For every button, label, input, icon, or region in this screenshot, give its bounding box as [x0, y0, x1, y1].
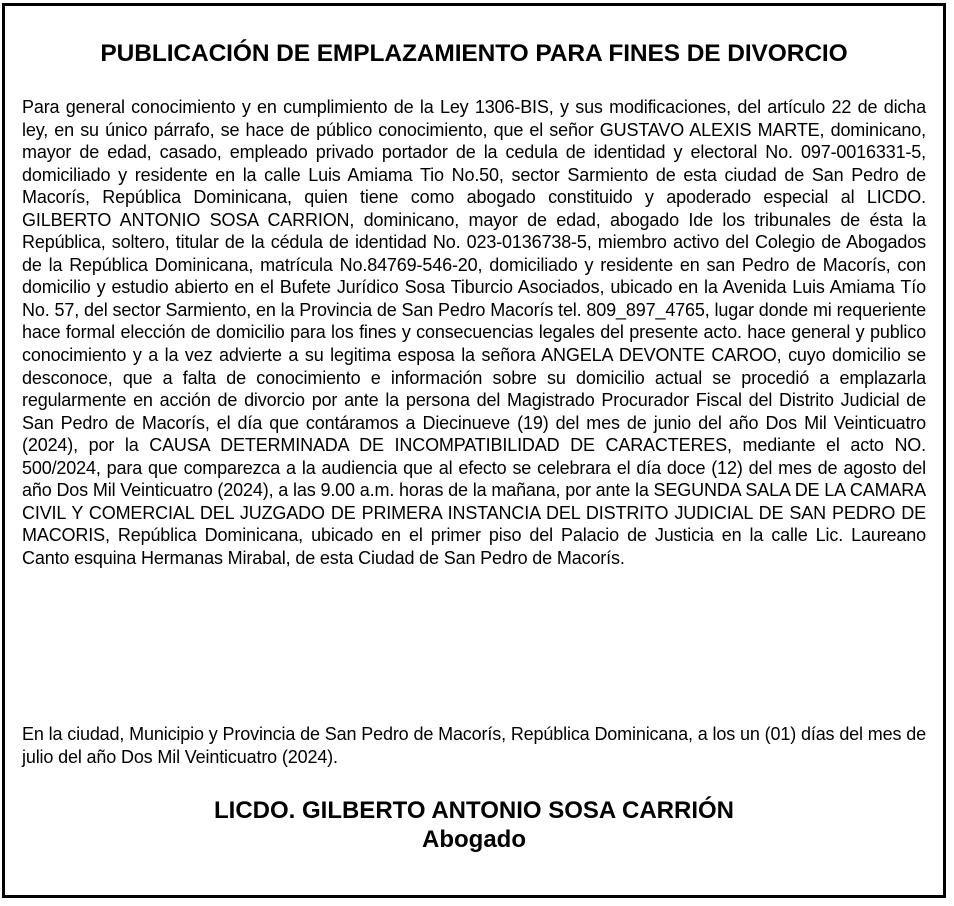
legal-notice-frame [2, 3, 946, 898]
notice-title: PUBLICACIÓN DE EMPLAZAMIENTO PARA FINES DE DIVORCIO [100, 40, 848, 67]
signature-name: LICDO. GILBERTO ANTONIO SOSA CARRIÓN [213, 797, 735, 824]
notice-closing-paragraph: En la ciudad, Municipio y Provincia de San Pedro de Macorís, República Dominicana, a los un (01) días del mes de julio del año Dos Mil Veinticuatro (2024). [22, 724, 926, 767]
notice-body-paragraph: Para general conocimiento y en cumplimiento de la Ley 1306-BIS, y sus modificaciones, del artículo 22 de dicha ley, en su único párrafo, se hace de público conocimiento, que el señor GUSTAVO ALEXIS MARTE, dominicano, mayor de edad, casado, empleado privado portador de la cedula de identidad y electoral No. 097-0016331-5, domiciliado y residente en la calle Luis Amiama Tio No.50, sector Sarmiento de esta ciudad de San Pedro de Macorís, República Dominicana, quien tiene como abogado constituido y apoderado especial al LICDO. GILBERTO ANTONIO SOSA CARRION, dominicano, mayor de edad, abogado Ide los tribunales de ésta la República, soltero, titular de la cédula de identidad No. 023-0136738-5, miembro activo del Colegio de Abogados de la República Dominicana, matrícula No.84769-546-20, domiciliado y residente en san Pedro de Macorís, con domicilio y estudio abierto en el Bufete Jurídico Sosa Tiburcio Asociados, ubicado en la Avenida Luis Amiama Tío No. 57, del sector Sarmiento, en la Provincia de San Pedro Macorís tel. 809_897_4765, lugar donde mi requeriente hace formal elección de domicilio para los fines y consecuencias legales del presente acto. hace general y publico conocimiento y a la vez advierte a su legitima esposa la señora ANGELA DEVONTE CAROO, cuyo domicilio se desconoce, que a falta de conocimiento e información sobre su domicilio actual se procedió a emplazarla regularmente en acción de divorcio por ante la persona del Magistrado Procurador Fiscal del Distrito Judicial de San Pedro de Macorís, el día que contáramos a Diecinueve (19) del mes de junio del año Dos Mil Veinticuatro (2024), por la CAUSA DETERMINADA DE INCOMPATIBILIDAD DE CARACTERES, mediante el acto NO. 500/2024, para que comparezca a la audiencia que al efecto se celebrara el día doce (12) del mes de agosto del año Dos Mil Veinticuatro (2024), a las 9.00 a.m. horas de la mañana, por ante la SEGUNDA SALA DE LA CAMARA CIVIL Y COMERCIAL DEL JUZGADO DE PRIMERA INSTANCIA DEL DISTRITO JUDICIAL DE SAN PEDRO DE MACORIS, República Dominicana, ubicado en el primer piso del Palacio de Justicia en la calle Lic. Laureano Canto esquina Hermanas Mirabal, de esta Ciudad de San Pedro de Macorís. [22, 97, 926, 568]
signature-block [5, 796, 943, 854]
signature-role: Abogado [422, 826, 526, 853]
